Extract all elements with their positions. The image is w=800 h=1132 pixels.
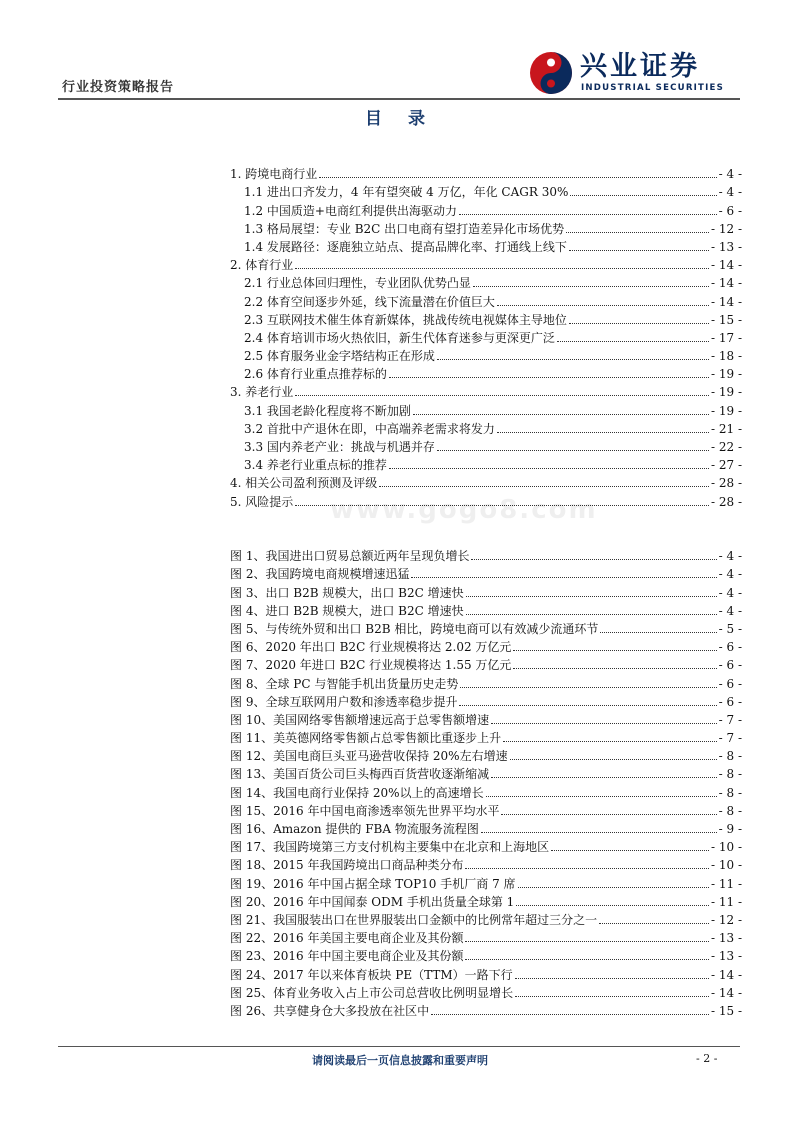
figure-page: - 4 - [718, 549, 742, 564]
figure-page: - 8 - [718, 767, 742, 782]
dot-leader [570, 195, 716, 196]
dot-leader [513, 668, 716, 669]
toc-entry[interactable] [230, 399, 742, 417]
toc-entry[interactable] [230, 436, 742, 454]
figure-page: - 10 - [710, 858, 742, 873]
toc-label: 5. 风险提示 [230, 494, 294, 509]
figure-label: 图 9、全球互联网用户数和渗透率稳步提升 [230, 694, 458, 709]
dot-leader [459, 705, 716, 706]
figure-page: - 13 - [710, 931, 742, 946]
figure-entry[interactable] [230, 818, 742, 836]
figure-label: 图 25、体育业务收入占上市公司总营收比例明显增长 [230, 985, 514, 1000]
toc-title: 目 录 [365, 109, 435, 129]
toc-entry[interactable] [230, 381, 742, 399]
toc-page: - 4 - [718, 167, 742, 182]
toc-label: 2.1 行业总体回归理性，专业团队优势凸显 [244, 276, 471, 291]
page-number: - 2 - [696, 1052, 718, 1065]
toc-page: - 12 - [710, 221, 742, 236]
toc-entry[interactable] [230, 290, 742, 308]
figure-page: - 8 - [718, 749, 742, 764]
logo-chinese-name: 兴业证券 [580, 51, 700, 82]
dot-leader [465, 959, 709, 960]
figure-page: - 11 - [710, 876, 742, 891]
toc-page: - 14 - [710, 258, 742, 273]
figure-label: 图 11、美英德网络零售额占总零售额比重逐步上升 [230, 731, 502, 746]
figure-entry[interactable] [230, 563, 742, 581]
toc-entry[interactable] [230, 163, 742, 181]
figure-entry[interactable] [230, 672, 742, 690]
figure-page: - 15 - [710, 1003, 742, 1018]
figure-label: 图 21、我国服装出口在世界服装出口金额中的比例常年超过三分之一 [230, 912, 598, 927]
figure-entry[interactable] [230, 709, 742, 727]
toc-label: 2.3 互联网技术催生体育新媒体，挑战传统电视媒体主导地位 [244, 312, 567, 327]
toc-page: - 27 - [710, 458, 742, 473]
figure-page: - 6 - [718, 658, 742, 673]
toc-label: 3.3 国内养老产业：挑战与机遇并存 [244, 440, 435, 454]
toc-page: - 13 - [710, 239, 742, 254]
figure-entry[interactable] [230, 891, 742, 909]
toc-page: - 4 - [718, 185, 742, 200]
footer-divider [58, 1046, 740, 1047]
toc-label: 2.2 体育空间逐步外延，线下流量潜在价值巨大 [244, 294, 495, 309]
toc-entry[interactable] [230, 254, 742, 272]
toc-entry[interactable] [230, 181, 742, 199]
toc-label: 2. 体育行业 [230, 258, 294, 273]
toc-page: - 19 - [710, 385, 742, 400]
figure-page: - 14 - [710, 967, 742, 982]
figure-page: - 4 - [718, 585, 742, 600]
toc-label: 1.4 发展路径：逐鹿独立站点、提高品牌化率、打通线上线下 [244, 239, 567, 254]
dot-leader [566, 232, 709, 233]
dot-leader [466, 614, 717, 615]
figure-label: 图 8、全球 PC 与智能手机出货量历史走势 [230, 676, 459, 691]
figure-page: - 11 - [710, 894, 742, 909]
toc-label: 3.4 养老行业重点标的推荐 [244, 458, 387, 473]
figure-entry[interactable] [230, 982, 742, 1000]
header-divider [58, 98, 740, 100]
toc-page: - 28 - [710, 476, 742, 491]
figure-page: - 5 - [718, 621, 742, 636]
dot-leader [486, 796, 717, 797]
figure-label: 图 1、我国进出口贸易总额近两年呈现负增长 [230, 549, 470, 564]
dot-leader [518, 887, 709, 888]
toc-page: - 14 - [710, 294, 742, 309]
toc-label: 2.5 体育服务业金字塔结构正在形成 [244, 349, 435, 364]
figure-entry[interactable] [230, 945, 742, 963]
figure-entry[interactable] [230, 600, 742, 618]
dot-leader [491, 777, 717, 778]
toc-page: - 19 - [710, 367, 742, 382]
figure-label: 图 5、与传统外贸和出口 B2B 相比，跨境电商可以有效减少流通环节 [230, 621, 599, 636]
figure-entry[interactable] [230, 545, 742, 563]
dot-leader [513, 650, 716, 651]
figure-entry[interactable] [230, 781, 742, 799]
figure-entry[interactable] [230, 581, 742, 599]
dot-leader [515, 996, 709, 997]
toc-page: - 18 - [710, 349, 742, 364]
toc-label: 4. 相关公司盈利预测及评级 [230, 476, 378, 491]
figure-label: 图 22、2016 年美国主要电商企业及其份额 [230, 931, 464, 946]
toc-entry[interactable] [230, 218, 742, 236]
dot-leader [503, 741, 717, 742]
figure-entry[interactable] [230, 1000, 742, 1018]
toc-page: - 6 - [718, 203, 742, 218]
toc-entry[interactable] [230, 272, 742, 290]
table-of-contents [230, 163, 742, 509]
dot-leader [569, 250, 709, 251]
dot-leader [465, 868, 709, 869]
figure-entry[interactable] [230, 854, 742, 872]
figure-label: 图 3、出口 B2B 规模大，出口 B2C 增速快 [230, 585, 464, 600]
dot-leader [599, 923, 709, 924]
dot-leader [389, 377, 709, 378]
figure-entry[interactable] [230, 654, 742, 672]
toc-page: - 14 - [710, 276, 742, 291]
dot-leader [431, 1014, 709, 1015]
figure-page: - 6 - [718, 640, 742, 655]
dot-leader [501, 814, 716, 815]
figure-entry[interactable] [230, 763, 742, 781]
dot-leader [569, 323, 709, 324]
toc-page: - 19 - [710, 403, 742, 418]
toc-label: 1.1 进出口齐发力，4 年有望突破 4 万亿，年化 CAGR 30% [244, 185, 569, 200]
toc-entry[interactable] [230, 363, 742, 381]
figure-label: 图 16、Amazon 提供的 FBA 物流服务流程图 [230, 822, 479, 836]
dot-leader [497, 305, 709, 306]
toc-label: 3. 养老行业 [230, 385, 294, 400]
figure-page: - 7 - [718, 731, 742, 746]
figure-page: - 13 - [710, 949, 742, 964]
figure-page: - 9 - [718, 822, 742, 836]
dot-leader [600, 632, 716, 633]
dot-leader [460, 687, 716, 688]
dot-leader [379, 486, 709, 487]
dot-leader [466, 596, 717, 597]
toc-label: 1.2 中国质造+电商红利提供出海驱动力 [244, 203, 457, 218]
toc-entry[interactable] [230, 345, 742, 363]
toc-entry[interactable] [230, 309, 742, 327]
figure-label: 图 23、2016 年中国主要电商企业及其份额 [230, 949, 464, 964]
figure-entry[interactable] [230, 909, 742, 927]
toc-page: - 17 - [710, 330, 742, 345]
figure-entry[interactable] [230, 745, 742, 763]
company-logo [528, 50, 738, 98]
figure-entry[interactable] [230, 618, 742, 636]
figure-label: 图 6、2020 年出口 B2C 行业规模将达 2.02 万亿元 [230, 640, 512, 655]
figure-entry[interactable] [230, 691, 742, 709]
toc-label: 1.3 格局展望：专业 B2C 出口电商有望打造差异化市场优势 [244, 221, 565, 236]
toc-entry[interactable] [230, 327, 742, 345]
figure-label: 图 4、进口 B2B 规模大，进口 B2C 增速快 [230, 603, 464, 618]
disclaimer-note: 请阅读最后一页信息披露和重要声明 [312, 1054, 488, 1067]
toc-entry[interactable] [230, 236, 742, 254]
figure-page: - 8 - [718, 785, 742, 800]
figure-label: 图 18、2015 年我国跨境出口商品种类分布 [230, 858, 464, 873]
dot-leader [295, 395, 709, 396]
figure-page: - 10 - [710, 840, 742, 855]
figure-label: 图 24、2017 年以来体育板块 PE（TTM）一路下行 [230, 967, 513, 982]
dot-leader [515, 978, 709, 979]
figure-page: - 6 - [718, 676, 742, 691]
figure-page: - 12 - [710, 912, 742, 927]
dot-leader [437, 359, 709, 360]
figure-label: 图 26、共享健身仓大多投放在社区中 [230, 1003, 430, 1018]
dot-leader [465, 941, 709, 942]
dot-leader [481, 832, 717, 833]
figure-label: 图 20、2016 年中国闻泰 ODM 手机出货量全球第 1 [230, 894, 515, 909]
dot-leader [437, 450, 709, 451]
dot-leader [459, 214, 717, 215]
dot-leader [473, 286, 709, 287]
toc-page: - 21 - [710, 421, 742, 436]
figure-label: 图 13、美国百货公司巨头梅西百货营收逐渐缩减 [230, 767, 490, 782]
figure-page: - 4 - [718, 603, 742, 618]
figure-entry[interactable] [230, 963, 742, 981]
dot-leader [516, 905, 709, 906]
toc-entry[interactable] [230, 472, 742, 490]
toc-page: - 22 - [710, 440, 742, 454]
figure-label: 图 15、2016 年中国电商渗透率领先世界平均水平 [230, 803, 500, 818]
toc-page: - 15 - [710, 312, 742, 327]
dot-leader [557, 341, 709, 342]
dot-leader [389, 468, 709, 469]
dot-leader [413, 414, 709, 415]
dot-leader [491, 723, 717, 724]
toc-entry[interactable] [230, 454, 742, 472]
figure-label: 图 12、美国电商巨头亚马逊营收保持 20%左右增速 [230, 749, 508, 764]
figure-entry[interactable] [230, 800, 742, 818]
figure-page: - 14 - [710, 985, 742, 1000]
list-of-figures [230, 545, 742, 1018]
toc-entry[interactable] [230, 418, 742, 436]
dot-leader [411, 577, 716, 578]
figure-label: 图 7、2020 年进口 B2C 行业规模将达 1.55 万亿元 [230, 658, 512, 673]
figure-page: - 6 - [718, 694, 742, 709]
toc-label: 2.4 体育培训市场火热依旧，新生代体育迷参与更深更广泛 [244, 330, 555, 345]
toc-label: 3.1 我国老龄化程度将不断加剧 [244, 403, 411, 418]
figure-entry[interactable] [230, 636, 742, 654]
toc-label: 1. 跨境电商行业 [230, 167, 318, 182]
figure-entry[interactable] [230, 727, 742, 745]
figure-label: 图 10、美国网络零售额增速远高于总零售额增速 [230, 712, 490, 727]
figure-page: - 7 - [718, 712, 742, 727]
figure-entry[interactable] [230, 927, 742, 945]
dot-leader [510, 759, 717, 760]
watermark: www.gogo8.com [330, 495, 598, 525]
figure-label: 图 17、我国跨境第三方支付机构主要集中在北京和上海地区 [230, 840, 550, 855]
figure-label: 图 19、2016 年中国占据全球 TOP10 手机厂商 7 席 [230, 876, 516, 891]
dot-leader [471, 559, 716, 560]
figure-label: 图 14、我国电商行业保持 20%以上的高速增长 [230, 785, 484, 800]
toc-label: 3.2 首批中产退休在即，中高端养老需求将发力 [244, 421, 495, 436]
figure-entry[interactable] [230, 872, 742, 890]
toc-entry[interactable] [230, 199, 742, 217]
report-type-label: 行业投资策略报告 [62, 80, 175, 95]
dot-leader [497, 432, 709, 433]
logo-mark-icon [528, 50, 574, 96]
figure-label: 图 2、我国跨境电商规模增速迅猛 [230, 567, 410, 582]
toc-label: 2.6 体育行业重点推荐标的 [244, 367, 387, 382]
dot-leader [319, 177, 716, 178]
figure-page: - 8 - [718, 803, 742, 818]
dot-leader [295, 268, 709, 269]
logo-english-name: INDUSTRIAL SECURITIES [581, 83, 724, 93]
dot-leader [551, 850, 709, 851]
toc-page: - 28 - [710, 494, 742, 509]
figure-entry[interactable] [230, 836, 742, 854]
figure-page: - 4 - [718, 567, 742, 582]
